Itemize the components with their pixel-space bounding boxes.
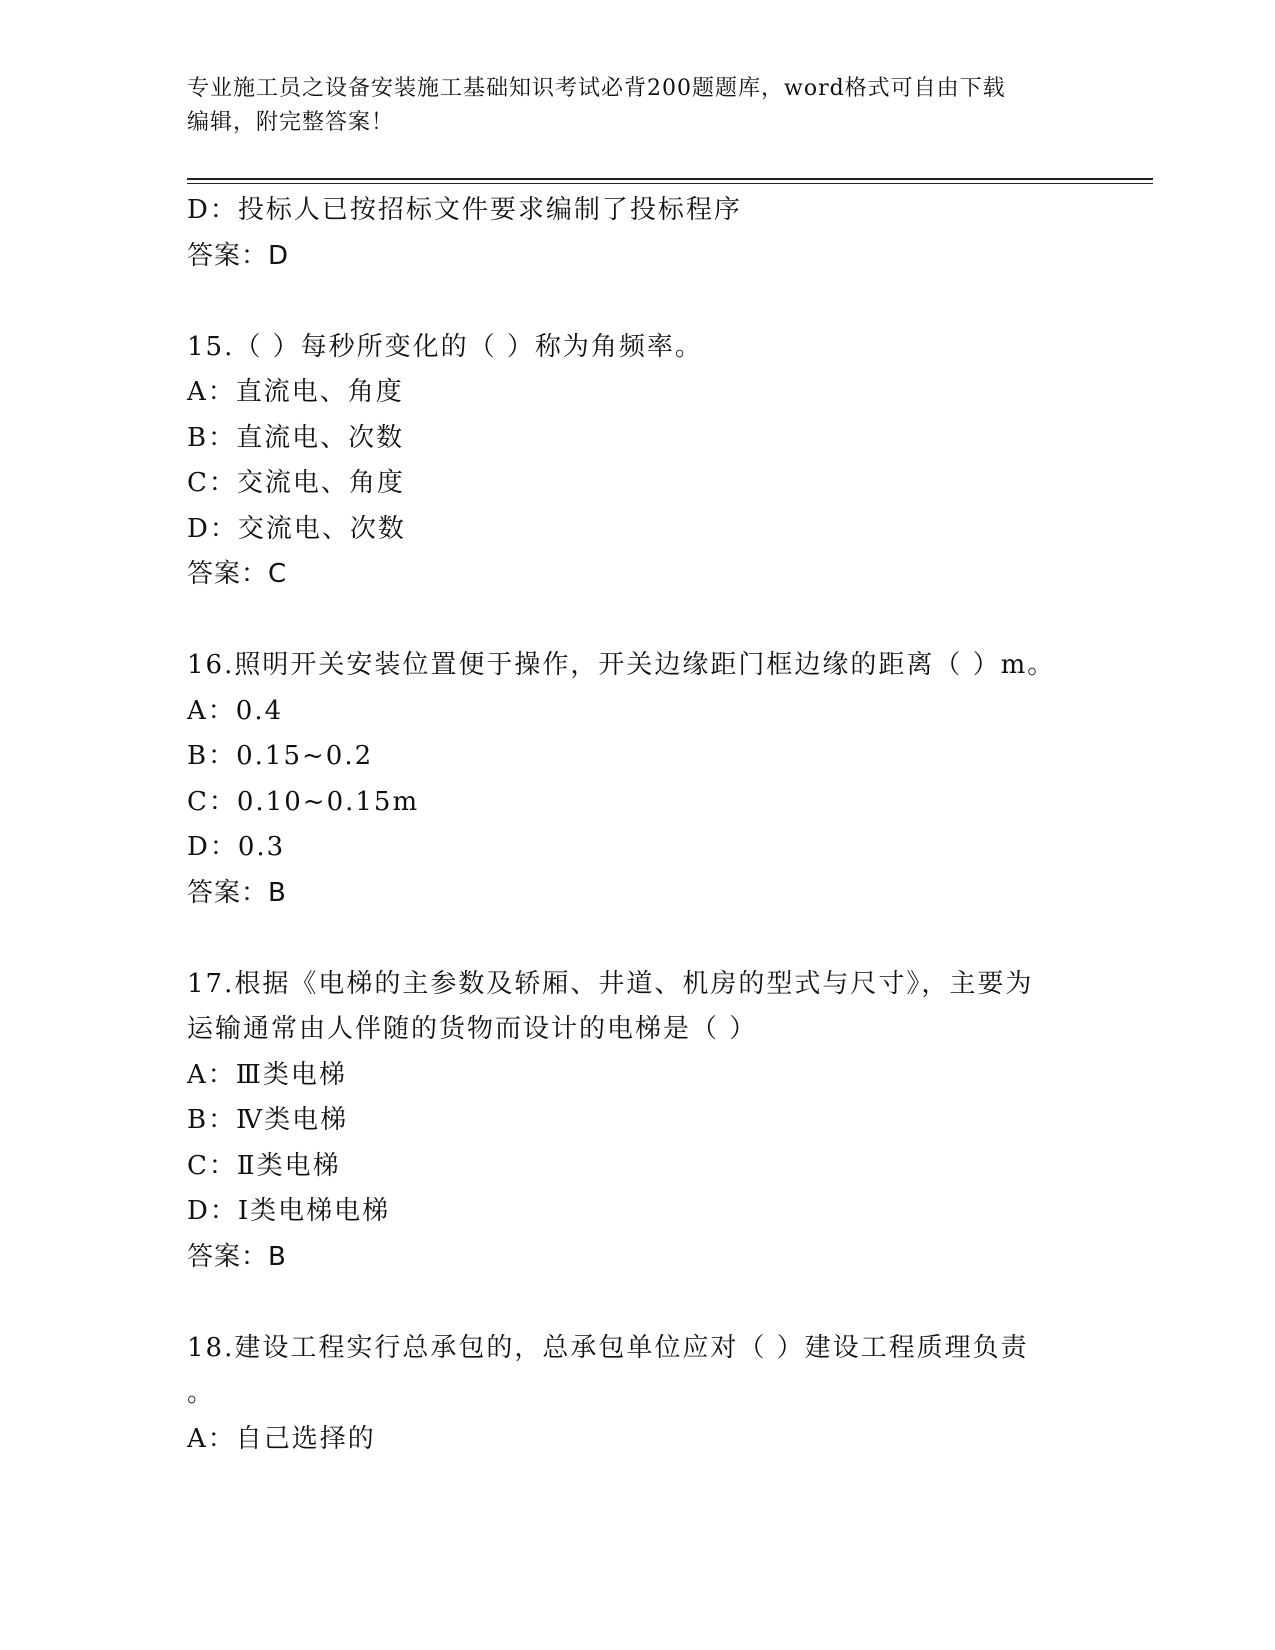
option-d: D：0.3 (187, 832, 286, 862)
question-18 (187, 1326, 1087, 1463)
header-divider-thin (187, 183, 1153, 184)
option-a: A：0.4 (187, 695, 284, 726)
header-line-2: 编辑，附完整答案！ (187, 110, 395, 135)
option-c: C：交流电、角度 (187, 468, 405, 498)
question-text-line-1: 17.根据《电梯的主参数及轿厢、井道、机房的型式与尺寸》，主要为 (187, 968, 1034, 999)
header-divider-thick (187, 178, 1153, 180)
answer: 答案：B (187, 1241, 287, 1272)
option-a: A：Ⅲ类电梯 (187, 1059, 347, 1090)
option-c: C：0.10~0.15m (187, 786, 420, 817)
question-text-line-2: 运输通常由人伴随的货物而设计的电梯是（ ） (187, 1014, 758, 1044)
question-text-line-2: 。 (187, 1378, 216, 1408)
option-a: A：直流电、角度 (187, 377, 404, 407)
answer: 答案：B (187, 877, 287, 908)
option-b: B：0.15~0.2 (187, 741, 374, 771)
question-content (187, 188, 1087, 1462)
question-text: 16.照明开关安装位置便于操作，开关边缘距门框边缘的距离（ ）m。 (187, 650, 1056, 680)
option-b: B：直流电、次数 (187, 422, 405, 453)
option-c: C：Ⅱ类电梯 (187, 1150, 341, 1181)
spacer (187, 279, 1087, 325)
option-b: B：Ⅳ类电梯 (187, 1105, 349, 1135)
question-text: 15.（ ）每秒所变化的（ ）称为角频率。 (187, 331, 703, 362)
question-17 (187, 962, 1087, 1281)
prev-answer: 答案：D (187, 240, 290, 271)
spacer (187, 598, 1087, 644)
option-a: A：自己选择的 (187, 1423, 376, 1454)
header-line-1: 专业施工员之设备安装施工基础知识考试必背200题题库，word格式可自由下载 (187, 76, 1006, 101)
question-16 (187, 643, 1087, 916)
question-text-line-1: 18.建设工程实行总承包的，总承包单位应对（ ）建设工程质理负责 (187, 1332, 1029, 1363)
question-15 (187, 325, 1087, 598)
document-header (187, 72, 1067, 140)
prev-option-d: D：投标人已按招标文件要求编制了投标程序 (187, 195, 742, 225)
spacer (187, 1280, 1087, 1326)
option-d: D：Ⅰ类电梯电梯 (187, 1196, 391, 1226)
spacer (187, 916, 1087, 962)
answer: 答案：C (187, 559, 288, 589)
option-d: D：交流电、次数 (187, 513, 406, 544)
